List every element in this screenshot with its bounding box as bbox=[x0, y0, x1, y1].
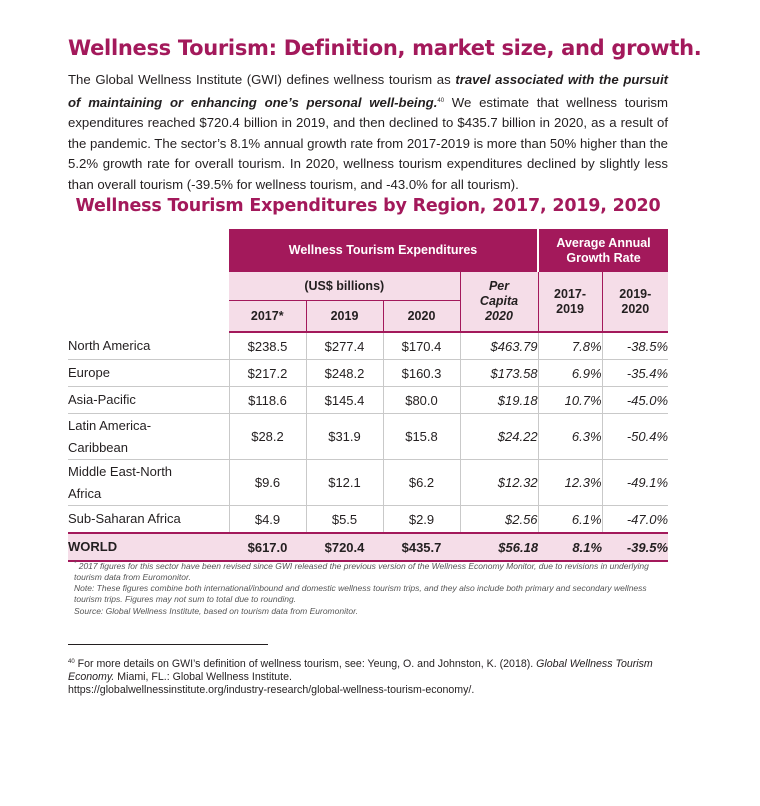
year-header-2020: 2020 bbox=[383, 301, 460, 333]
growth-2017-2019-value: 6.9% bbox=[538, 360, 602, 387]
footnote-title: Global Wellness Tourism Economy. bbox=[68, 658, 653, 684]
growth-2017-2019-value: 6.3% bbox=[538, 414, 602, 460]
value-2017: $4.9 bbox=[229, 506, 306, 534]
value-2020: $15.8 bbox=[383, 414, 460, 460]
growth-2017-2019-label: 2017-2019 bbox=[554, 286, 587, 316]
footnote-ref: 40 bbox=[437, 97, 445, 104]
value-2020: $2.9 bbox=[383, 506, 460, 534]
intro-emphasis: travel associated with the pursuit of maintaining or enhancing one’s personal well-being. bbox=[68, 72, 669, 110]
expenditures-table bbox=[68, 229, 668, 562]
growth-2017-2019-value: 6.1% bbox=[538, 506, 602, 534]
region-name-line-1: Latin America- bbox=[68, 417, 152, 433]
region-name bbox=[68, 414, 229, 460]
revision-note-text: 2017 figures for this sector have been revised since GWI released the previous version of the Wellness Economy Monitor, due to revisions in underlying tourism data from Euromonitor. bbox=[74, 560, 649, 583]
value-2020: $170.4 bbox=[383, 332, 460, 360]
section-heading: Wellness Tourism: Definition, market size, and growth. bbox=[68, 36, 702, 60]
value-2019: $720.4 bbox=[306, 533, 383, 561]
per-capita-value: $19.18 bbox=[460, 387, 538, 414]
growth-2019-2020-value: -49.1% bbox=[602, 460, 668, 506]
table-row bbox=[68, 360, 668, 387]
footnote bbox=[68, 656, 668, 698]
value-2017: $238.5 bbox=[229, 332, 306, 360]
year-header-2017: 2017* bbox=[229, 301, 306, 333]
table-row bbox=[68, 387, 668, 414]
value-2020: $160.3 bbox=[383, 360, 460, 387]
value-2017: $118.6 bbox=[229, 387, 306, 414]
growth-2017-2019-header bbox=[538, 272, 602, 332]
group-header-growth bbox=[538, 229, 668, 272]
growth-2019-2020-label: 2019-2020 bbox=[619, 286, 652, 316]
revision-note bbox=[74, 559, 668, 583]
per-capita-value: $12.32 bbox=[460, 460, 538, 506]
value-2020: $80.0 bbox=[383, 387, 460, 414]
value-2020: $435.7 bbox=[383, 533, 460, 561]
table-row bbox=[68, 506, 668, 534]
table-row bbox=[68, 332, 668, 360]
per-capita-value: $2.56 bbox=[460, 506, 538, 534]
footnote-text-1: For more details on GWI’s definition of wellness tourism, see: Yeung, O. and Johnston, K. (2018). bbox=[74, 658, 537, 670]
footnote-text-2: Miami, FL.: Global Wellness Institute. bbox=[114, 671, 292, 684]
region-name: Sub-Saharan Africa bbox=[68, 506, 229, 534]
value-2017: $9.6 bbox=[229, 460, 306, 506]
intro-text-1: The Global Wellness Institute (GWI) defines wellness tourism as bbox=[68, 72, 456, 87]
growth-header-label: Average Annual Growth Rate bbox=[556, 235, 651, 265]
table-row bbox=[68, 460, 668, 506]
table-title: Wellness Tourism Expenditures by Region, 2017, 2019, 2020 bbox=[75, 196, 661, 216]
scope-note: Note: These figures combine both international/inbound and domestic wellness tourism trips, and they also include both primary and secondary wellness tourism trips. Figures may not sum to total due to rounding. bbox=[74, 583, 647, 605]
footnote-url[interactable]: https://globalwellnessinstitute.org/industry-research/global-wellness-tourism-economy/. bbox=[68, 684, 475, 697]
table-row bbox=[68, 414, 668, 460]
per-capita-value: $24.22 bbox=[460, 414, 538, 460]
usd-billions-header: (US$ billions) bbox=[229, 272, 460, 301]
per-capita-header bbox=[460, 272, 538, 332]
world-total-row bbox=[68, 533, 668, 561]
region-name-line-2: Africa bbox=[68, 485, 102, 501]
value-2019: $5.5 bbox=[306, 506, 383, 534]
value-2019: $248.2 bbox=[306, 360, 383, 387]
value-2019: $277.4 bbox=[306, 332, 383, 360]
region-name-line-1: Middle East-North bbox=[68, 463, 173, 479]
region-name: Europe bbox=[68, 360, 229, 387]
growth-2019-2020-value: -45.0% bbox=[602, 387, 668, 414]
footnote-divider bbox=[68, 644, 268, 645]
year-header-2019: 2019 bbox=[306, 301, 383, 333]
growth-2017-2019-value: 10.7% bbox=[538, 387, 602, 414]
growth-2019-2020-value: -47.0% bbox=[602, 506, 668, 534]
region-name bbox=[68, 460, 229, 506]
source-note: Source: Global Wellness Institute, based on tourism data from Euromonitor. bbox=[74, 605, 358, 616]
region-name-line-2: Caribbean bbox=[68, 439, 128, 455]
growth-2019-2020-value: -50.4% bbox=[602, 414, 668, 460]
growth-2017-2019-value: 8.1% bbox=[538, 533, 602, 561]
region-name: WORLD bbox=[68, 533, 229, 561]
region-name: North America bbox=[68, 332, 229, 360]
note-marker: * bbox=[74, 561, 77, 567]
value-2020: $6.2 bbox=[383, 460, 460, 506]
footnote-number: 40 bbox=[68, 659, 75, 665]
per-capita-label: Per Capita 2020 bbox=[479, 279, 519, 323]
intro-text-2: We estimate that wellness tourism expenditures reached $720.4 billion in 2019, and then declined to $435.7 billion in 2020, as a result of the pandemic. The sector’s 8.1% annual growth rate from 2017-2019 is more than 50% higher than the 5.2% growth rate for overall tourism. In 2020, wellness tourism expenditures declined by slightly less than overall tourism (-39.5% for wellness tourism, and -43.0% for all tourism). bbox=[68, 94, 668, 192]
growth-2019-2020-header bbox=[602, 272, 668, 332]
growth-2017-2019-value: 12.3% bbox=[538, 460, 602, 506]
growth-2019-2020-value: -38.5% bbox=[602, 332, 668, 360]
growth-2017-2019-value: 7.8% bbox=[538, 332, 602, 360]
value-2019: $31.9 bbox=[306, 414, 383, 460]
growth-2019-2020-value: -35.4% bbox=[602, 360, 668, 387]
per-capita-value: $173.58 bbox=[460, 360, 538, 387]
per-capita-value: $463.79 bbox=[460, 332, 538, 360]
value-2017: $617.0 bbox=[229, 533, 306, 561]
per-capita-value: $56.18 bbox=[460, 533, 538, 561]
table-notes bbox=[74, 559, 668, 617]
value-2019: $12.1 bbox=[306, 460, 383, 506]
value-2017: $28.2 bbox=[229, 414, 306, 460]
value-2019: $145.4 bbox=[306, 387, 383, 414]
growth-2019-2020-value: -39.5% bbox=[602, 533, 668, 561]
group-header-expenditures: Wellness Tourism Expenditures bbox=[229, 229, 538, 272]
value-2017: $217.2 bbox=[229, 360, 306, 387]
region-name: Asia-Pacific bbox=[68, 387, 229, 414]
intro-paragraph bbox=[68, 70, 668, 195]
